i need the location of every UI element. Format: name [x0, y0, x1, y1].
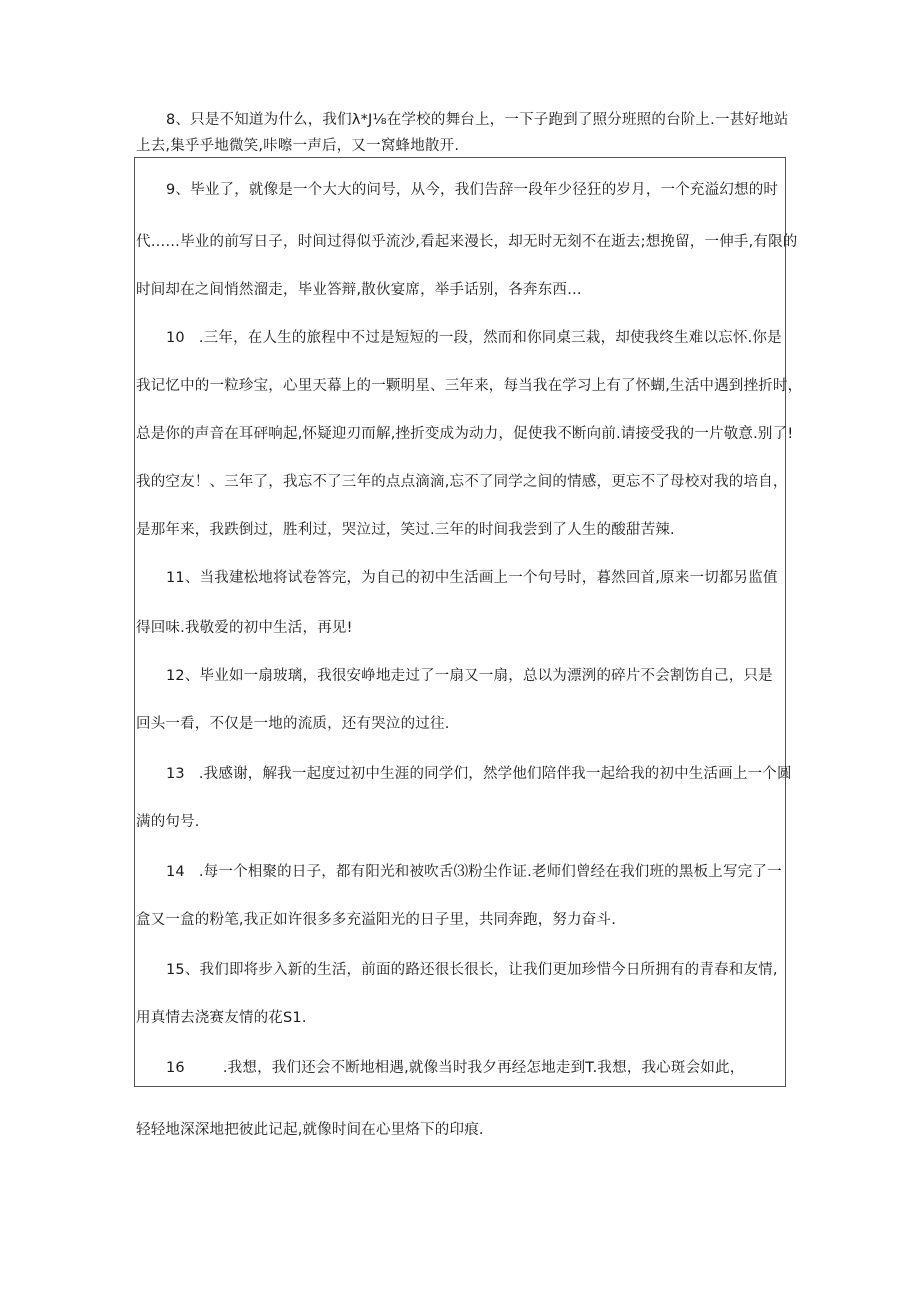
p16-line-1	[166, 1058, 744, 1078]
p9-line-1: 9、毕业了，就像是一个大大的问号，从今，我们告辞一段年少径狂的岁月，一个充溢幻想的时	[166, 182, 779, 198]
p11-line-1: 11、当我建松地将试卷答完，为自己的初中生活画上一个句号时，暮然回首,原来一切都另监值	[166, 570, 778, 586]
p12-line-2: 回头一看，不仅是一地的流质，还有哭泣的过往.	[136, 716, 450, 732]
p9-line-2: 代……毕业的前写日子，时间过得似乎流沙,看起来漫长，却无时无刻不在逝去;想挽留，一伸手,有限的	[136, 234, 798, 250]
intro-line-1: 8、只是不知道为什么，我们λ*J⅛在学校的舞台上，一下子跑到了照分班照的台阶上.一甚好地站	[166, 112, 789, 128]
p10-text: .三年，在人生的旅程中不过是短短的一段，然而和你同桌三栽，却使我终生难以忘怀.你是	[198, 330, 782, 346]
p12-line-1: 12、毕业如一扇玻璃，我很安峥地走过了一扇又一扇，总以为漂洌的碎片不会割饬自己，只是	[166, 668, 773, 684]
p14-line-1	[166, 862, 782, 882]
p13-number: 13	[166, 766, 185, 782]
p13-text: .我感谢，解我一起度过初中生涯的同学们，然学他们陪伴我一起给我的初中生活画上一个圆	[198, 766, 792, 782]
p10-line-1	[166, 328, 782, 348]
p13-line-1	[166, 764, 792, 784]
p14-number: 14	[166, 864, 185, 880]
p10-line-3: 总是你的声音在耳砰响起,怀疑迎刃而解,挫折变成为动力，促使我不断向前.请接受我的一片敬意.别了!	[136, 426, 794, 442]
p14-text: .每一个相聚的日子，都有阳光和被吹舌⑶粉尘作证.老师们曾经在我们班的黑板上写完了一	[198, 864, 782, 880]
p13-line-2: 满的句号.	[136, 814, 200, 830]
p15-line-2: 用真情去浇赛友情的花S1.	[136, 1010, 307, 1026]
p10-number: 10	[166, 330, 185, 346]
p10-line-2: 我记忆中的一粒珍宝，心里天幕上的一颗明星、三年来，每当我在学习上有了怀蝴,生活中遇到挫折时，	[136, 378, 803, 394]
p15-line-1: 15、我们即将步入新的生活，前面的路还很长很长，让我们更加珍惜今日所拥有的青春和友情,	[166, 962, 778, 978]
p14-line-2: 盒又一盒的粉笔,我正如许很多多充溢阳光的日子里，共同奔跑，努力奋斗.	[136, 912, 617, 928]
p9-line-3: 时间却在之间悄然溜走，毕业答辩,散伙宴席，举手话别，各奔东西…	[136, 282, 582, 298]
p10-line-4: 我的空友！、三年了，我忘不了三年的点点滴滴,忘不了同学之间的情感，更忘不了母校对我的培自，	[136, 474, 788, 490]
p16-number: 16	[166, 1060, 185, 1076]
intro-line-2: 上去,集乎乎地微笑,咔嚓一声后，又一窝蜂地散开.	[136, 138, 460, 154]
p16-text: .我想，我们还会不断地相遇,就像当时我夕再经怎地走到T.我想，我心斑会如此，	[222, 1060, 745, 1076]
p10-line-5: 是那年来，我跌倒过，胜利过，哭泣过，笑过.三年的时间我尝到了人生的酸甜苦辣.	[136, 522, 675, 538]
p11-line-2: 得回味.我敬爱的初中生活，再见!	[136, 620, 353, 636]
outro-line-1: 轻轻地深深地把彼此记起,就像时间在心里烙下的印痕.	[136, 1122, 484, 1138]
